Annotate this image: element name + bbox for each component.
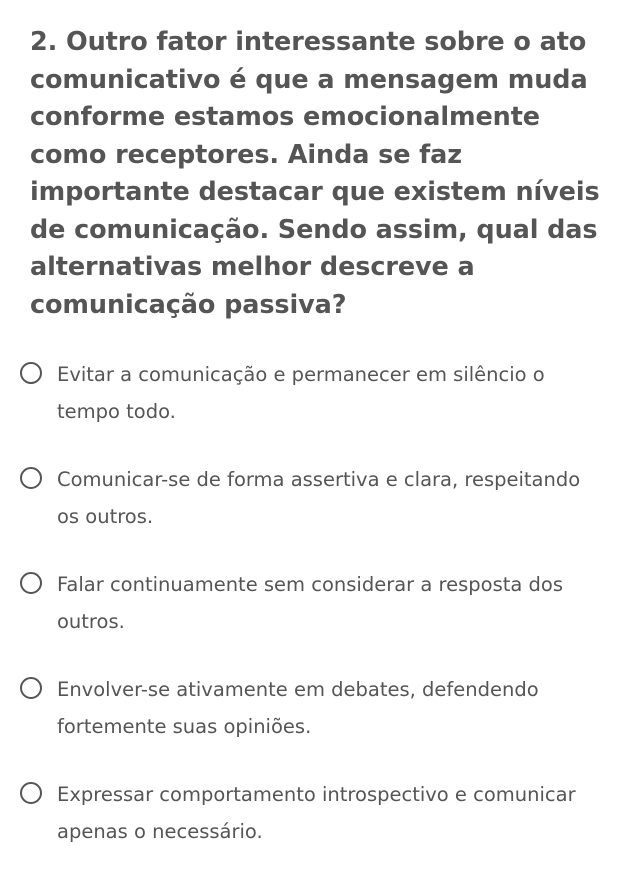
option-label: Comunicar-se de forma assertiva e clara, respeitando os outros. [57,468,581,528]
option-5[interactable] [20,776,607,850]
option-2[interactable] [20,461,607,535]
radio-button-icon[interactable] [20,362,42,384]
radio-button-icon[interactable] [20,677,42,699]
option-label: Falar continuamente sem considerar a resposta dos outros. [57,573,564,633]
option-label: Envolver-se ativamente em debates, defendendo fortemente suas opiniões. [57,678,539,738]
radio-button-icon[interactable] [20,572,42,594]
option-label: Evitar a comunicação e permanecer em silêncio o tempo todo. [57,363,545,423]
radio-button-icon[interactable] [20,782,42,804]
option-1[interactable] [20,356,607,430]
radio-button-icon[interactable] [20,467,42,489]
option-4[interactable] [20,671,607,745]
answer-options [30,356,607,850]
option-3[interactable] [20,566,607,640]
option-label: Expressar comportamento introspectivo e comunicar apenas o necessário. [57,783,576,843]
question-text: 2. Outro fator interessante sobre o ato comunicativo é que a mensagem muda conforme estamos emocionalmente como receptores. Ainda se faz importante destacar que existem níveis de comunicação. Sendo assim, qual das alternativas melhor descreve a comunicação passiva? [30,27,600,320]
